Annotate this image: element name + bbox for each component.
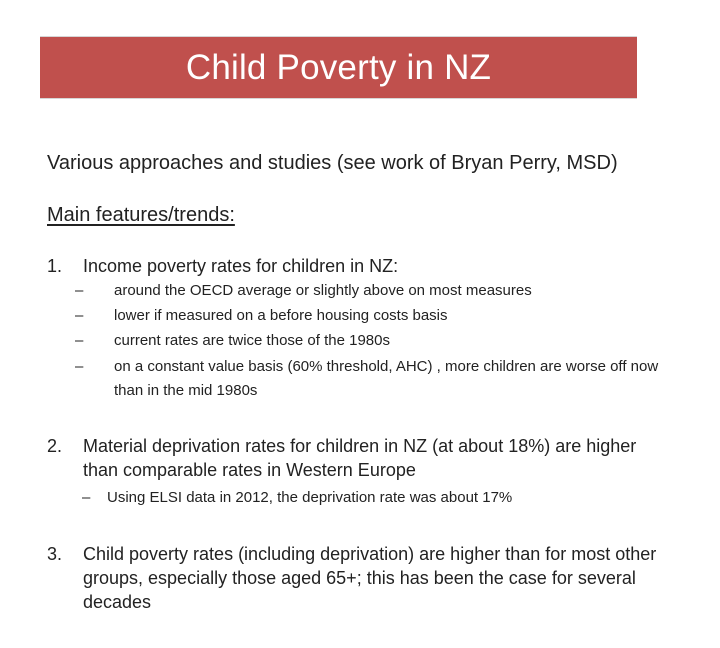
sub-bullet-text: Using ELSI data in 2012, the deprivation rate was about 17% (107, 489, 513, 506)
sub-bullet-text: around the OECD average or slightly above on most measures (114, 282, 532, 299)
list-item-text: Child poverty rates (including deprivation) are higher than for most other groups, especially those aged 65+; this has been the case for several decades (83, 544, 657, 612)
list-number: 3. (47, 544, 63, 564)
sub-bullet-text: current rates are twice those of the 1980s (114, 332, 390, 349)
dash-bullet-icon: – (75, 282, 84, 299)
dash-bullet-icon: – (75, 307, 84, 324)
list-number: 2. (47, 436, 63, 456)
intro-text: Various approaches and studies (see work of Bryan Perry, MSD) (47, 152, 618, 174)
features-heading: Main features/trends: (47, 204, 235, 226)
dash-bullet-icon: – (75, 332, 84, 349)
slide-title: Child Poverty in NZ (185, 47, 492, 87)
list-item-text: Material deprivation rates for children in NZ (at about 18%) are higher than comparable rates in Western Europe (83, 436, 637, 480)
sub-bullet-text: lower if measured on a before housing costs basis (114, 307, 448, 324)
list-number: 1. (47, 256, 63, 276)
list-item-text: Income poverty rates for children in NZ: (83, 256, 399, 276)
dash-bullet-icon: – (82, 489, 91, 506)
title-banner (40, 36, 637, 99)
sub-bullet-text: on a constant value basis (60% threshold, AHC) , more children are worse off now than in the mid 1980s (114, 358, 659, 399)
dash-bullet-icon: – (75, 358, 84, 375)
